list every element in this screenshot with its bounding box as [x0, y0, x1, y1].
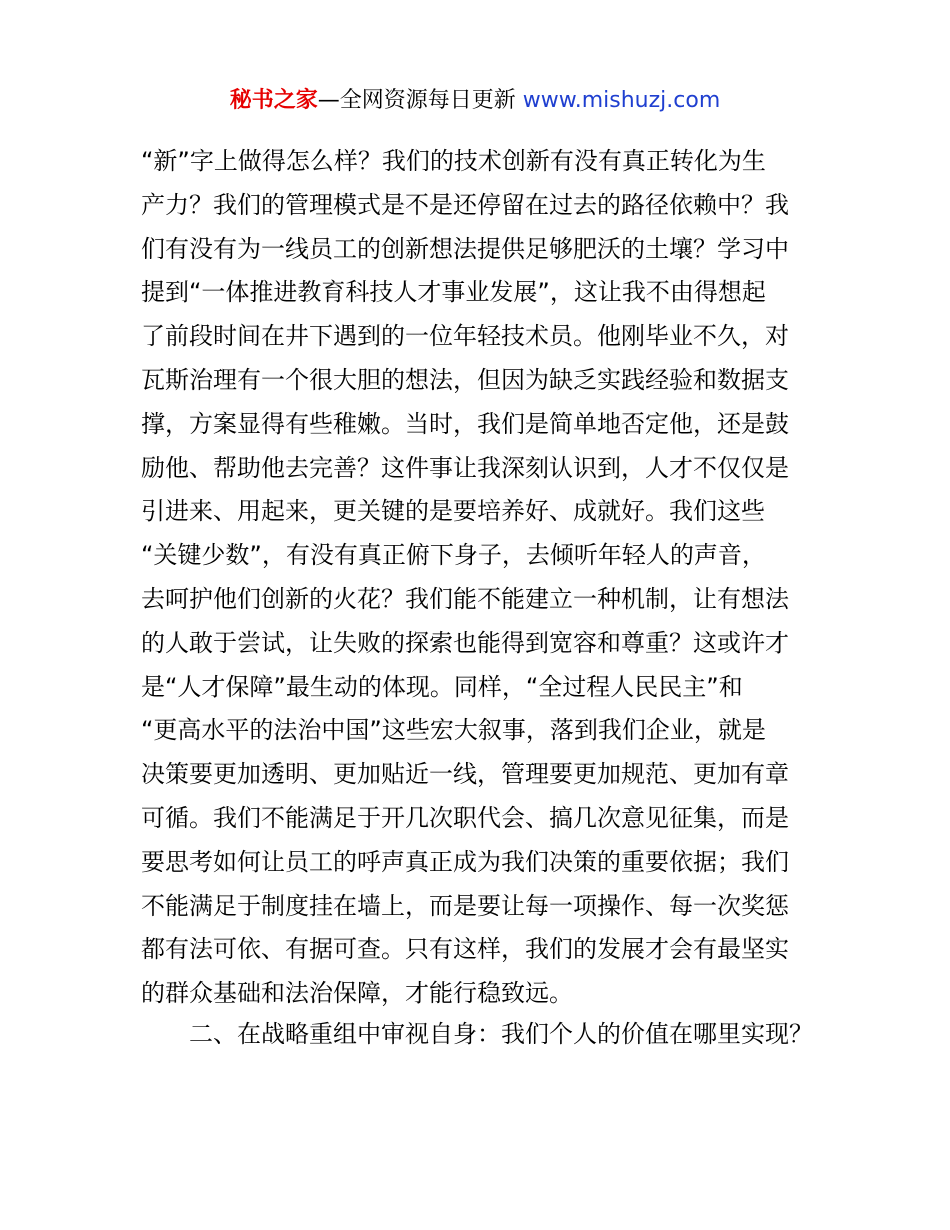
page-header	[0, 84, 950, 118]
text-line: “新”字上做得怎么样？我们的技术创新有没有真正转化为生	[141, 147, 766, 175]
text-line: 们有没有为一线员工的创新想法提供足够肥沃的土壤？学习中	[141, 234, 789, 263]
text-line: 励他、帮助他去完善？这件事让我深刻认识到，人才不仅仅是	[141, 453, 789, 482]
text-line: “关键少数”，有没有真正俯下身子，去倾听年轻人的声音，	[141, 541, 766, 570]
brand-name: 秘书之家	[229, 88, 318, 113]
header-tagline: —全网资源每日更新	[317, 88, 523, 113]
section-heading: 二、在战略重组中审视自身：我们个人的价值在哪里实现？	[189, 1020, 813, 1048]
text-line: 了前段时间在井下遇到的一位年轻技术员。他刚毕业不久，对	[141, 322, 789, 351]
text-line: 要思考如何让员工的呼声真正成为我们决策的重要依据；我们	[141, 847, 789, 876]
text-line: “更高水平的法治中国”这些宏大叙事，落到我们企业，就是	[141, 716, 766, 745]
text-line: 引进来、用起来，更关键的是要培养好、成就好。我们这些	[141, 497, 765, 526]
text-line: 的人敢于尝试，让失败的探索也能得到宽容和尊重？这或许才	[141, 628, 789, 657]
text-line: 不能满足于制度挂在墙上，而是要让每一项操作、每一次奖惩	[141, 891, 789, 920]
text-line: 可循。我们不能满足于开几次职代会、搞几次意见征集，而是	[141, 803, 789, 832]
text-line: 去呵护他们创新的火花？我们能不能建立一种机制，让有想法	[141, 584, 789, 613]
text-line: 都有法可依、有据可查。只有这样，我们的发展才会有最坚实	[141, 935, 789, 964]
text-line: 提到“一体推进教育科技人才事业发展”，这让我不由得想起	[141, 278, 766, 307]
text-line: 的群众基础和法治保障，才能行稳致远。	[141, 979, 573, 1008]
text-line: 是“人才保障”最生动的体现。同样，“全过程人民民主”和	[141, 672, 743, 701]
text-line: 瓦斯治理有一个很大胆的想法，但因为缺乏实践经验和数据支	[141, 365, 789, 394]
text-line: 撑，方案显得有些稚嫩。当时，我们是简单地否定他，还是鼓	[141, 409, 789, 438]
body-text	[141, 140, 821, 1016]
text-line: 产力？我们的管理模式是不是还停留在过去的路径依赖中？我	[141, 190, 789, 219]
text-line: 决策要更加透明、更加贴近一线，管理要更加规范、更加有章	[141, 760, 789, 789]
site-url: www.mishuzj.com	[522, 88, 721, 113]
